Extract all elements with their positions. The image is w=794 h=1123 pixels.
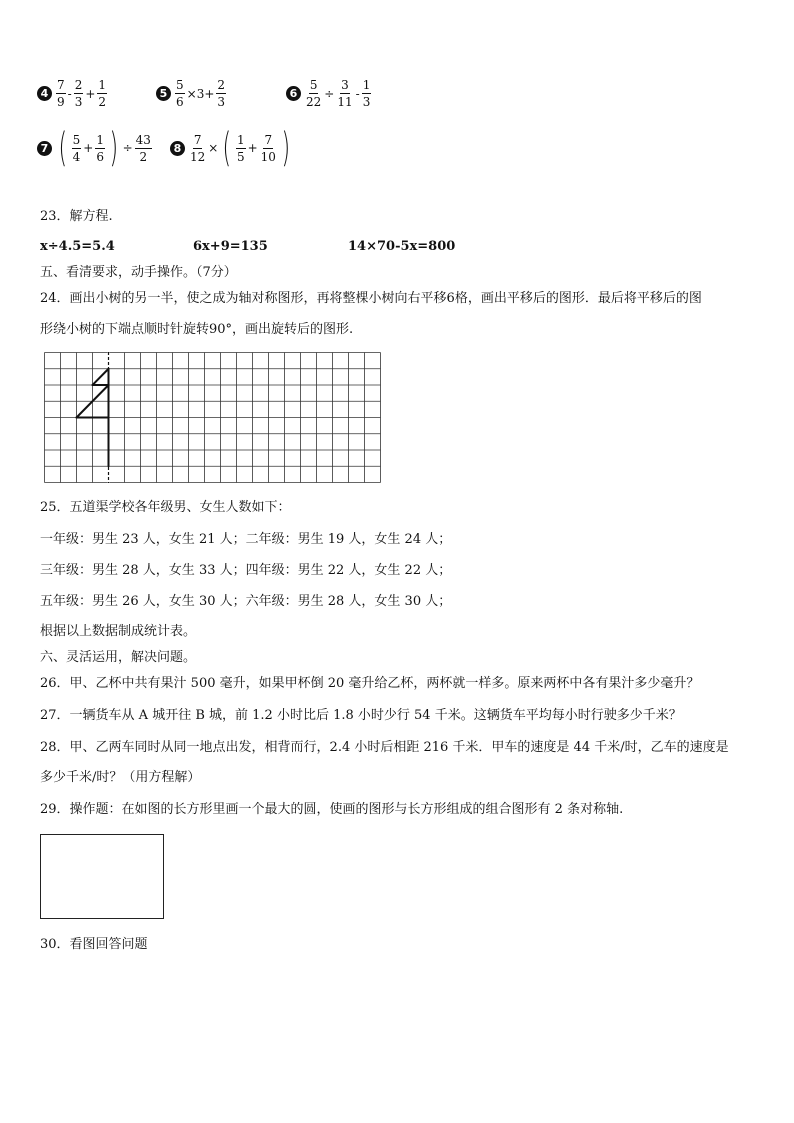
expression-8 — [170, 125, 294, 171]
grade-data-row-1: 一年级：男生 23 人，女生 21 人；二年级：男生 19 人，女生 24 人； — [40, 532, 452, 547]
rectangle-figure — [40, 834, 164, 919]
fraction: $\frac{7}{10}$ — [260, 132, 276, 164]
circled-number-8: 8 — [170, 141, 185, 156]
operator: ÷ — [122, 141, 133, 155]
operator: × — [208, 141, 219, 155]
equation-3: 14×70-5x=800 — [348, 239, 456, 254]
fraction: $\frac{1}{5}$ — [236, 132, 245, 164]
circled-number-6: 6 — [286, 86, 301, 101]
operator: + — [83, 141, 94, 155]
fraction: $\frac{5}{4}$ — [72, 132, 81, 164]
fraction: $\frac{1}{3}$ — [362, 78, 371, 109]
left-paren: ( — [222, 125, 232, 171]
question-28-line-1: 28．甲、乙两车同时从同一地点出发，相背而行，2.4 小时后相距 216 千米．甲车的速度是 44 千米/时，乙车的速度是 — [40, 740, 729, 755]
question-29: 29．操作题：在如图的长方形里画一个最大的圆，使画的图形与长方形组成的组合图形有 2 条对称轴. — [40, 802, 624, 817]
grade-data-row-2: 三年级：男生 28 人，女生 33 人；四年级：男生 22 人，女生 22 人； — [40, 563, 452, 578]
operator: ×3+ — [186, 86, 215, 101]
fraction: $\frac{5}{22}$ — [306, 78, 322, 109]
circled-number-5: 5 — [156, 86, 171, 101]
fraction: $\frac{3}{11}$ — [337, 78, 353, 109]
question-28-line-2: 多少千米/时？（用方程解） — [40, 770, 201, 785]
fraction: $\frac{2}{3}$ — [74, 78, 83, 109]
operator: + — [247, 141, 258, 155]
operator: + — [85, 86, 96, 101]
question-27: 27．一辆货车从 A 城开往 B 城，前 1.2 小时比后 1.8 小时少行 54 千米。这辆货车平均每小时行驶多少千米？ — [40, 708, 682, 723]
left-paren: ( — [58, 125, 68, 171]
question-25-title: 25．五道渠学校各年级男、女生人数如下： — [40, 500, 291, 515]
operator: - — [355, 86, 360, 101]
circled-number-4: 4 — [37, 86, 52, 101]
fraction: $\frac{1}{6}$ — [96, 132, 104, 164]
section-6-heading: 六、灵活运用，解决问题。 — [40, 650, 197, 665]
expression-5 — [156, 78, 227, 109]
question-30: 30．看图回答问题 — [40, 937, 148, 952]
fraction: $\frac{43}{2}$ — [135, 132, 151, 164]
fraction: $\frac{7}{9}$ — [57, 78, 65, 109]
question-23-title: 23．解方程. — [40, 209, 113, 224]
question-24-line-1: 24．画出小树的另一半，使之成为轴对称图形，再将整棵小树向右平移6格，画出平移后的图形．最后将平移后的图 — [40, 291, 702, 306]
equation-2: 6x+9=135 — [193, 239, 268, 254]
fraction: $\frac{5}{6}$ — [176, 78, 184, 109]
fraction: $\frac{2}{3}$ — [217, 78, 226, 109]
right-paren: ) — [281, 125, 291, 171]
fraction: $\frac{1}{2}$ — [98, 78, 107, 109]
question-24-line-2: 形绕小树的下端点顺时针旋转90°，画出旋转后的图形. — [40, 322, 354, 337]
expression-6 — [286, 78, 372, 109]
section-5-heading: 五、看清要求，动手操作。（7分） — [40, 265, 237, 280]
fraction: $\frac{7}{12}$ — [190, 132, 206, 164]
right-paren: ) — [109, 125, 119, 171]
operator: ÷ — [324, 86, 335, 101]
question-26: 26．甲、乙杯中共有果汁 500 毫升，如果甲杯倒 20 毫升给乙杯，两杯就一样多。原来两杯中各有果汁多少毫升？ — [40, 676, 700, 691]
question-25-instruction: 根据以上数据制成统计表。 — [40, 624, 197, 639]
grade-data-row-3: 五年级：男生 26 人，女生 30 人；六年级：男生 28 人，女生 30 人； — [40, 594, 452, 609]
grid-svg — [44, 352, 381, 483]
equation-1: x÷4.5=5.4 — [40, 239, 115, 254]
expression-7 — [37, 125, 153, 171]
expression-4 — [37, 78, 108, 109]
circled-number-7: 7 — [37, 141, 52, 156]
drawing-grid — [44, 352, 381, 483]
operator: - — [67, 86, 72, 101]
